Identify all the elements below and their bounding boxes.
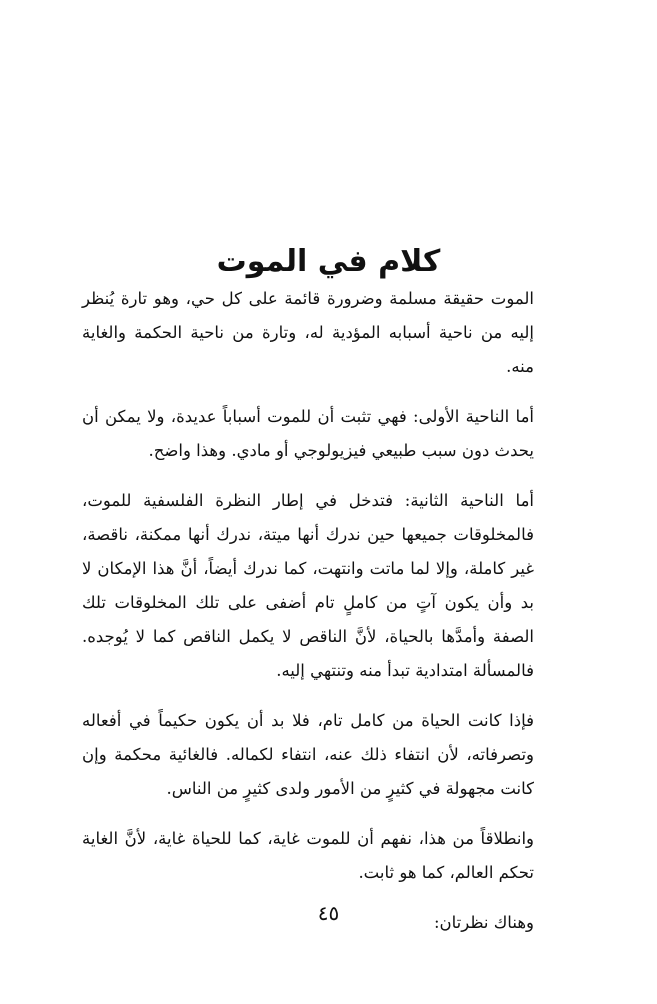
- paragraph: أما الناحية الثانية: فتدخل في إطار النظرة الفلسفية للموت، فالمخلوقات جميعها حين ندرك أنها ميتة، ندرك أنها ممكنة، ناقصة، غير كاملة، وإلا لما ماتت وانتهت، كما ندرك أيضاً، أنَّ هذا الإمكان لا بد وأن يكون آتٍ من كاملٍ تام أضفى على تلك المخلوقات تلك الصفة وأمدَّها بالحياة، لأنَّ الناقص لا يكمل الناقص كما لا يُوجده. فالمسألة امتدادية تبدأ منه وتنتهي إليه.: [82, 491, 534, 680]
- paragraph: وهناك نظرتان:: [433, 913, 534, 932]
- paragraph: الموت حقيقة مسلمة وضرورة قائمة على كل حي، وهو تارة يُنظر إليه من ناحية أسبابه المؤدية له، وتارة من ناحية الحكمة والغاية منه.: [82, 289, 534, 376]
- paragraph: أما الناحية الأولى: فهي تثبت أن للموت أسباباً عديدة، ولا يمكن أن يحدث دون سبب طبيعي فيزيولوجي أو مادي. وهذا واضح.: [82, 407, 534, 460]
- paragraph: فإذا كانت الحياة من كامل تام، فلا بد أن يكون حكيماً في أفعاله وتصرفاته، لأن انتفاء ذلك عنه، انتفاء لكماله. فالغائية محكمة وإن كانت مجهولة في كثيرٍ من الأمور ولدى كثيرٍ من الناس.: [82, 711, 534, 798]
- page-number: ٤٥: [317, 901, 340, 925]
- chapter-title: كلام في الموت: [216, 244, 441, 280]
- paragraph: وانطلاقاً من هذا، نفهم أن للموت غاية، كما للحياة غاية، لأنَّ الغاية تحكم العالم، كما هو ثابت.: [82, 829, 534, 882]
- body-text: [82, 282, 534, 956]
